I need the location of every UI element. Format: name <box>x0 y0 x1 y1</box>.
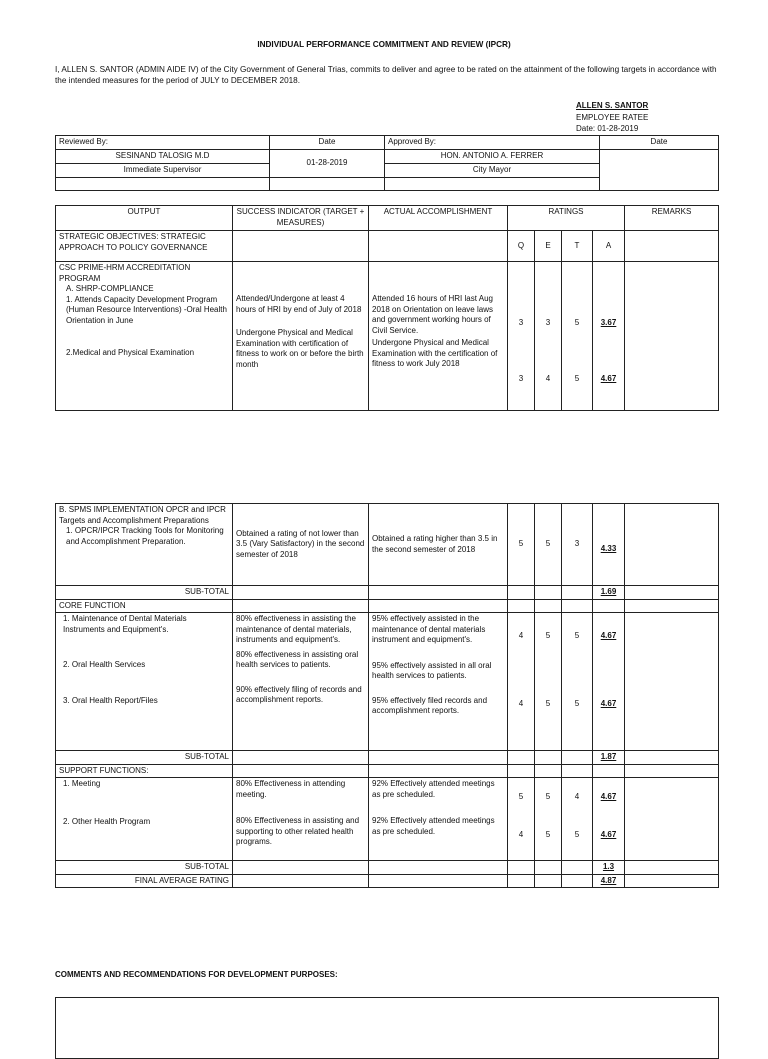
rating-a: 3.67 <box>600 318 617 327</box>
blank-cell <box>535 764 562 778</box>
success-indicator: 80% effectiveness in assisting oral health services to patients. <box>236 649 359 669</box>
blank-cell <box>233 861 369 875</box>
header-actual-accomplishment: ACTUAL ACCOMPLISHMENT <box>369 206 508 231</box>
blank-cell <box>535 599 562 613</box>
success-indicator: Undergone Physical and Medical Examination with certification of fitness to work on or before the birth month <box>236 328 364 369</box>
final-average-value: 4.87 <box>593 874 625 888</box>
ratee-date: Date: 01-28-2019 <box>576 124 639 133</box>
final-average-label: FINAL AVERAGE RATING <box>56 874 233 888</box>
blank-cell <box>233 751 369 765</box>
blank-cell <box>535 586 562 600</box>
rating-e: 5 <box>535 504 562 586</box>
rating-t: 5 <box>574 829 580 839</box>
blank-cell <box>270 177 385 190</box>
rating-e: 3 <box>545 318 551 327</box>
rating-e-cell <box>535 613 562 751</box>
blank-cell <box>562 586 593 600</box>
blank-cell <box>369 586 508 600</box>
rating-t-cell <box>562 613 593 751</box>
csc-output-cell <box>56 262 233 411</box>
commitment-statement: I, ALLEN S. SANTOR (ADMIN AIDE IV) of the City Government of General Trias, commits to deliver and agree to be rated on the attainment of the following targets in accordance with the intended measures for the period of JULY to DECEMBER 2018. <box>55 65 717 85</box>
rating-t: 5 <box>574 318 580 327</box>
rating-q: 4 <box>518 698 524 708</box>
subtotal-label: SUB-TOTAL <box>56 751 233 765</box>
blank-cell <box>562 861 593 875</box>
blank-cell <box>369 751 508 765</box>
review-date-label: Date <box>270 136 385 150</box>
blank-cell <box>593 599 625 613</box>
rating-a: 4.67 <box>600 373 617 383</box>
reviewer-name: SESINAND TALOSIG M.D <box>56 149 270 163</box>
rating-e: 4 <box>545 373 551 383</box>
actual-accomplishment: 92% Effectively attended meetings as pre scheduled. <box>372 816 495 836</box>
blank-cell <box>369 861 508 875</box>
comments-box[interactable] <box>55 997 719 1059</box>
blank-cell <box>625 861 719 875</box>
spms-output-cell <box>56 504 233 586</box>
rating-q: 4 <box>518 829 524 839</box>
actual-accomplishment: 95% effectively filed records and accomplishment reports. <box>372 695 488 715</box>
rating-a-cell <box>593 613 625 751</box>
approval-date-label: Date <box>600 136 719 150</box>
support-functions-label: SUPPORT FUNCTIONS: <box>56 764 233 778</box>
rating-q-cell <box>508 262 535 411</box>
blank-cell <box>508 764 535 778</box>
rating-t: 5 <box>574 698 580 708</box>
subtotal-label: SUB-TOTAL <box>56 861 233 875</box>
rating-t: 5 <box>574 631 580 640</box>
actual-accomplishment: 92% Effectively attended meetings as pre scheduled. <box>372 779 495 799</box>
header-output: OUTPUT <box>56 206 233 231</box>
header-t: T <box>562 231 593 262</box>
blank-cell <box>562 764 593 778</box>
ipcr-table-part2 <box>55 503 719 888</box>
output-item: 3. Oral Health Report/Files <box>63 695 158 705</box>
success-indicator: 90% effectively filing of records and accomplishment reports. <box>236 684 362 704</box>
output-item: 1. OPCR/IPCR Tracking Tools for Monitoring and Accomplishment Preparation. <box>66 526 224 546</box>
actual-accomplishment: Attended 16 hours of HRI last Aug 2018 on Orientation on leave laws and government working hours of Civil Service. <box>372 294 493 335</box>
actual-accomplishment: Obtained a rating higher than 3.5 in the second semester of 2018 <box>369 504 508 586</box>
remarks-cell <box>625 613 719 751</box>
rating-a-cell <box>593 262 625 411</box>
core-function-label: CORE FUNCTION <box>56 599 233 613</box>
success-indicator: Obtained a rating of not lower than 3.5 (Vary Satisfactory) in the second semester of 2018 <box>233 504 369 586</box>
success-cell <box>233 262 369 411</box>
blank-cell <box>508 586 535 600</box>
blank-cell <box>369 874 508 888</box>
blank-cell <box>508 874 535 888</box>
blank-cell <box>625 764 719 778</box>
document-title: INDIVIDUAL PERFORMANCE COMMITMENT AND REVIEW (IPCR) <box>257 40 511 49</box>
header-success-indicator: SUCCESS INDICATOR (TARGET + MEASURES) <box>233 206 369 231</box>
header-q: Q <box>508 231 535 262</box>
rating-a-cell <box>593 778 625 861</box>
header-a: A <box>593 231 625 262</box>
rating-t: 4 <box>574 792 580 801</box>
blank-cell <box>535 874 562 888</box>
rating-a: 4.67 <box>600 829 617 839</box>
rating-a: 4.33 <box>600 544 617 554</box>
rating-e: 5 <box>545 792 551 801</box>
review-date: 01-28-2019 <box>270 149 385 177</box>
blank-cell <box>562 751 593 765</box>
rating-e-cell <box>535 778 562 861</box>
review-table <box>55 135 719 191</box>
output-item: 1. Attends Capacity Development Program (Human Resource Interventions) -Oral Health Orientation in June <box>66 294 227 325</box>
rating-t-cell <box>562 262 593 411</box>
blank-cell <box>535 751 562 765</box>
rating-a: 4.67 <box>600 698 617 708</box>
remarks-cell <box>625 778 719 861</box>
rating-q-cell <box>508 778 535 861</box>
rating-e-cell <box>535 262 562 411</box>
rating-q: 5 <box>518 792 524 801</box>
approved-by-label: Approved By: <box>385 136 600 150</box>
approver-role: City Mayor <box>385 163 600 177</box>
rating-a: 4.67 <box>600 792 617 801</box>
subtotal-value: 1.87 <box>593 751 625 765</box>
success-cell <box>233 778 369 861</box>
rating-e: 5 <box>545 698 551 708</box>
blank-cell <box>625 751 719 765</box>
blank-cell <box>508 599 535 613</box>
rating-a: 4.67 <box>600 631 617 640</box>
blank-cell <box>233 231 369 262</box>
blank-cell <box>508 861 535 875</box>
output-item: 2. Oral Health Services <box>63 660 146 669</box>
output-item: 2. Other Health Program <box>63 816 151 826</box>
shrp-compliance: A. SHRP-COMPLIANCE <box>66 284 154 293</box>
ipcr-table-part1 <box>55 205 719 411</box>
blank-cell <box>625 874 719 888</box>
blank-cell <box>233 586 369 600</box>
success-cell <box>233 613 369 751</box>
header-ratings: RATINGS <box>508 206 625 231</box>
rating-q: 3 <box>518 373 524 383</box>
subtotal-value: 1.3 <box>593 861 625 875</box>
ratee-name: ALLEN S. SANTOR <box>576 101 649 110</box>
approver-name: HON. ANTONIO A. FERRER <box>385 149 600 163</box>
output-item: 1. Maintenance of Dental Materials Instruments and Equipment's. <box>63 614 187 634</box>
actual-accomplishment: 95% effectively assisted in the maintenance of dental materials instrument and equipment's. <box>372 614 486 644</box>
strategic-objectives: STRATEGIC OBJECTIVES: STRATEGIC APPROACH TO POLICY GOVERNANCE <box>56 231 233 262</box>
blank-cell <box>233 874 369 888</box>
rating-a-cell <box>593 504 625 586</box>
rating-e: 5 <box>545 829 551 839</box>
header-remarks: REMARKS <box>625 206 719 231</box>
subtotal-label: SUB-TOTAL <box>56 586 233 600</box>
blank-cell <box>625 231 719 262</box>
approval-date <box>600 149 719 190</box>
blank-cell <box>369 599 508 613</box>
rating-q: 5 <box>508 504 535 586</box>
rating-t: 3 <box>562 504 593 586</box>
success-indicator: 80% Effectiveness in assisting and supporting to other related health programs. <box>236 816 360 846</box>
success-indicator: 80% effectiveness in assisting the maintenance of dental materials, instruments and equipment's. <box>236 614 356 644</box>
reviewer-role: Immediate Supervisor <box>56 163 270 177</box>
blank-cell <box>369 764 508 778</box>
blank-cell <box>233 764 369 778</box>
output-item: 2.Medical and Physical Examination <box>66 348 195 357</box>
spms-heading: B. SPMS IMPLEMENTATION OPCR and IPCR Targets and Accomplishment Preparations <box>59 505 226 525</box>
blank-cell <box>562 874 593 888</box>
reviewed-by-label: Reviewed By: <box>56 136 270 150</box>
subtotal-value: 1.69 <box>593 586 625 600</box>
blank-cell <box>508 751 535 765</box>
remarks-cell <box>625 262 719 411</box>
core-output-cell <box>56 613 233 751</box>
blank-cell <box>625 599 719 613</box>
remarks-cell <box>625 504 719 586</box>
blank-cell <box>562 599 593 613</box>
header-e: E <box>535 231 562 262</box>
rating-e: 5 <box>545 631 551 640</box>
actual-accomplishment: 95% effectively assisted in all oral health services to patients. <box>372 660 492 680</box>
actual-accomplishment: Undergone Physical and Medical Examination with the certification of fitness to work July 2018 <box>372 338 498 368</box>
rating-t: 5 <box>574 373 580 383</box>
output-item: 1. Meeting <box>63 779 101 788</box>
success-indicator: 80% Effectiveness in attending meeting. <box>236 779 346 799</box>
rating-q: 3 <box>518 318 524 327</box>
blank-cell <box>369 231 508 262</box>
actual-cell <box>369 613 508 751</box>
blank-cell <box>233 599 369 613</box>
blank-cell <box>385 177 600 190</box>
blank-cell <box>625 586 719 600</box>
csc-program: CSC PRIME-HRM ACCREDITATION PROGRAM <box>59 263 191 283</box>
success-indicator: Attended/Undergone at least 4 hours of HRI by end of July of 2018 <box>236 294 362 314</box>
support-output-cell <box>56 778 233 861</box>
blank-cell <box>56 177 270 190</box>
actual-cell <box>369 778 508 861</box>
actual-cell <box>369 262 508 411</box>
ratee-block <box>576 100 648 135</box>
rating-q: 4 <box>518 631 524 640</box>
blank-cell <box>535 861 562 875</box>
ratee-role: EMPLOYEE RATEE <box>576 112 649 122</box>
comments-label: COMMENTS AND RECOMMENDATIONS FOR DEVELOPMENT PURPOSES: <box>55 970 338 979</box>
rating-t-cell <box>562 778 593 861</box>
rating-q-cell <box>508 613 535 751</box>
blank-cell <box>593 764 625 778</box>
